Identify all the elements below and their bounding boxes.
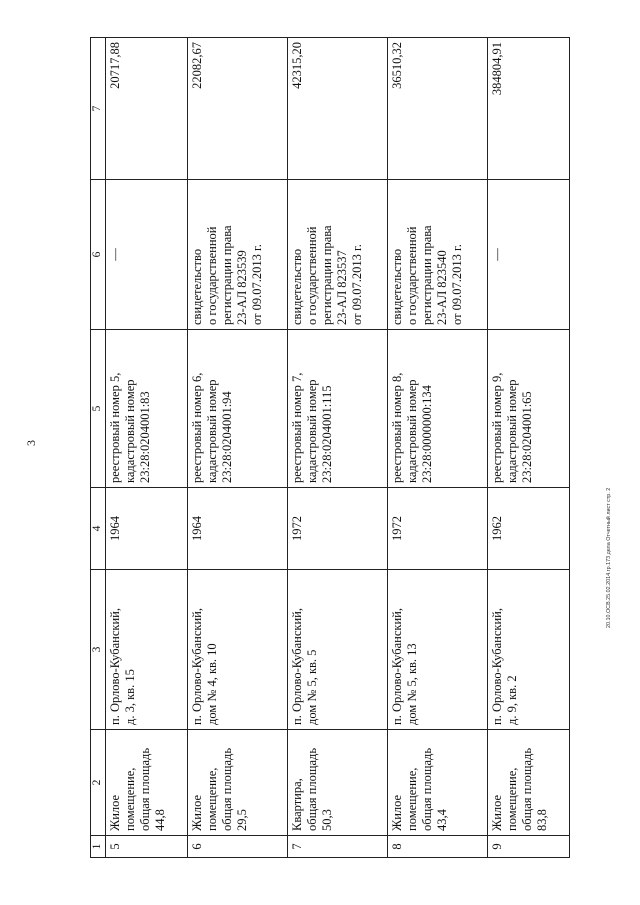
margin-note: 20.10.ОСВ.25.02.2014.гр.173 дела Отчетный лист стр. 2 (606, 487, 612, 628)
table-row (187, 38, 287, 858)
page-number: 3 (24, 440, 38, 446)
row-number: 5 (106, 836, 188, 858)
build-year: 1972 (287, 488, 387, 570)
row-number: 9 (488, 836, 570, 858)
table-row (106, 38, 188, 858)
property-address: п. Орлово-Кубанский, дом № 5, кв. 5 (287, 570, 387, 730)
registry-info: реестровый номер 6, кадастровый номер 23:28:0204001:94 (187, 330, 287, 488)
property-address: п. Орлово-Кубанский, дом № 4, кв. 10 (187, 570, 287, 730)
column-header: 3 (91, 570, 106, 730)
column-header: 1 (91, 836, 106, 858)
table-row (388, 38, 488, 858)
build-year: 1972 (388, 488, 488, 570)
certificate-info: — (106, 180, 188, 330)
property-name: Жилое помещение, общая площадь 83,8 (488, 730, 570, 836)
property-value: 42315,20 (287, 38, 387, 180)
build-year: 1964 (187, 488, 287, 570)
table-header-row (91, 38, 106, 858)
property-value: 22082,67 (187, 38, 287, 180)
row-number: 7 (287, 836, 387, 858)
row-number: 8 (388, 836, 488, 858)
certificate-info: свидетельство о государственной регистрации права 23-АЛ 823537 от 09.07.2013 г. (287, 180, 387, 330)
build-year: 1962 (488, 488, 570, 570)
property-value: 20717,88 (106, 38, 188, 180)
certificate-info: — (488, 180, 570, 330)
property-name: Жилое помещение, общая площадь 29,5 (187, 730, 287, 836)
column-header: 4 (91, 488, 106, 570)
property-value: 36510,32 (388, 38, 488, 180)
row-number: 6 (187, 836, 287, 858)
property-table (90, 37, 570, 858)
column-header: 5 (91, 330, 106, 488)
column-header: 2 (91, 730, 106, 836)
registry-info: реестровый номер 5, кадастровый номер 23:28:0204001:83 (106, 330, 188, 488)
registry-info: реестровый номер 9, кадастровый номер 23:28:0204001:65 (488, 330, 570, 488)
certificate-info: свидетельство о государственной регистрации права 23-АЛ 823539 от 09.07.2013 г. (187, 180, 287, 330)
column-header: 6 (91, 180, 106, 330)
property-address: п. Орлово-Кубанский, д. 9, кв. 2 (488, 570, 570, 730)
registry-info: реестровый номер 7, кадастровый номер 23:28:0204001:115 (287, 330, 387, 488)
property-address: п. Орлово-Кубанский, д. 3, кв. 15 (106, 570, 188, 730)
property-address: п. Орлово-Кубанский, дом № 5, кв. 13 (388, 570, 488, 730)
column-header: 7 (91, 38, 106, 180)
property-name: Жилое помещение, общая площадь 43,4 (388, 730, 488, 836)
table-row (488, 38, 570, 858)
table-row (287, 38, 387, 858)
property-value: 384804,91 (488, 38, 570, 180)
property-table-frame (90, 38, 570, 858)
certificate-info: свидетельство о государственной регистрации права 23-АЛ 823540 от 09.07.2013 г. (388, 180, 488, 330)
property-name: Квартира, общая площадь 50,3 (287, 730, 387, 836)
build-year: 1964 (106, 488, 188, 570)
property-name: Жилое помещение, общая площадь 44,8 (106, 730, 188, 836)
registry-info: реестровый номер 8, кадастровый номер 23:28:0000000:134 (388, 330, 488, 488)
